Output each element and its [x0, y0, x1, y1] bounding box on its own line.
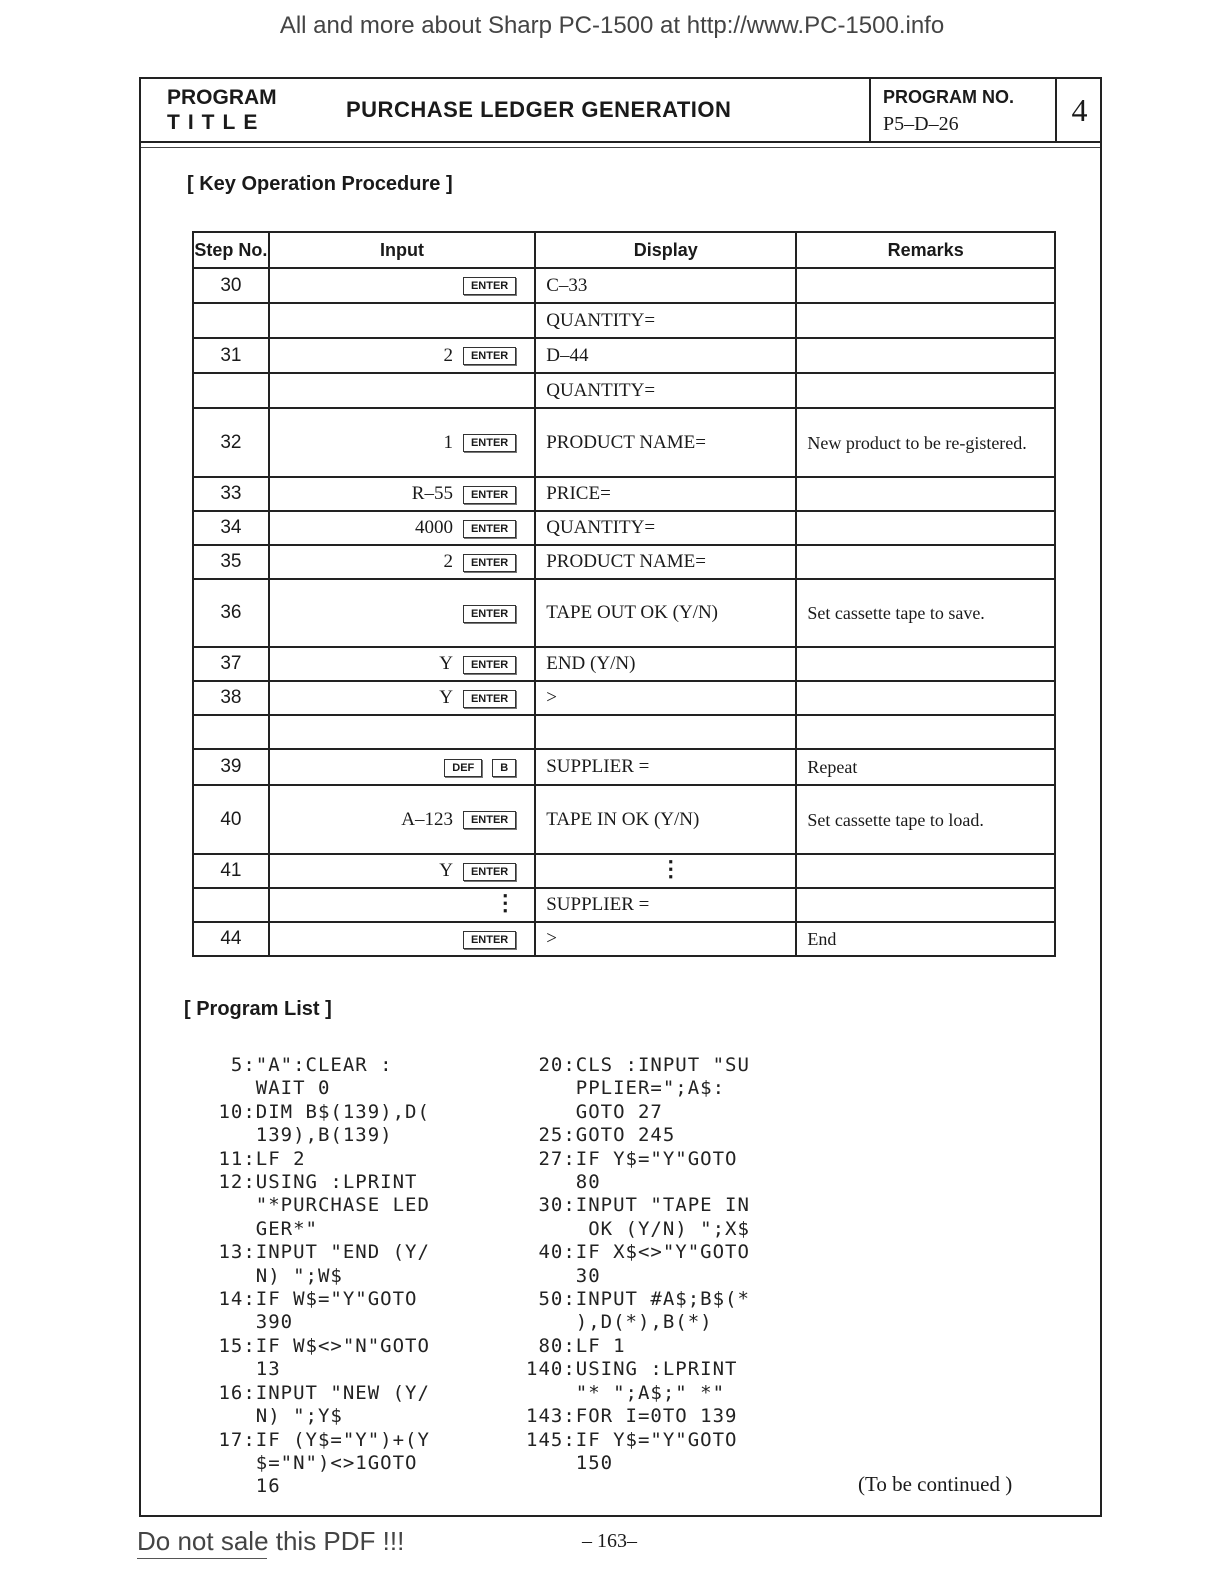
- enter-key: ENTER: [463, 520, 516, 538]
- display-cell: [535, 545, 796, 579]
- program-list-left: 5:"A":CLEAR : WAIT 0 10:DIM B$(139),D( 139),B(139) 11:LF 2 12:USING :LPRINT "*PURCHASE LED GER*" 13:INPUT "END (Y/ N) ";W$ 14:IF W$="Y"GOTO 390 15:IF W$<>"N"GOTO 13 16:INPUT "NEW (Y/ N) ";Y$ 17:IF (Y$="Y")+(Y $="N")<>1GOTO 16: [218, 1054, 430, 1498]
- display-cell: [535, 749, 796, 785]
- display-value: ⋮: [659, 856, 682, 881]
- display-value: >: [546, 687, 557, 708]
- program-list-heading: [ Program List ]: [184, 998, 332, 1020]
- program-name: PURCHASE LEDGER GENERATION: [346, 97, 732, 122]
- display-cell: [535, 338, 796, 373]
- input-value: 2: [443, 344, 453, 366]
- program-list-right: 20:CLS :INPUT "SU PPLIER=";A$: GOTO 27 25:GOTO 245 27:IF Y$="Y"GOTO 80 30:INPUT "TAPE IN OK (Y/N) ";X$ 40:IF X$<>"Y"GOTO 30 50:INPUT #A$;B$(* ),D(*),B(*) 80:LF 1 140:USING :LPRINT "* ";A$;" *" 143:FOR I=0TO 139 145:IF Y$="Y"GOTO 150: [526, 1054, 750, 1474]
- input-cell: [269, 545, 535, 579]
- display-cell: [535, 268, 796, 303]
- remarks-cell: [796, 715, 1055, 749]
- display-cell: [535, 408, 796, 477]
- table-row: [193, 545, 1055, 579]
- input-value: Y: [439, 860, 453, 881]
- input-cell: [269, 338, 535, 373]
- table-row: [193, 303, 1055, 338]
- enter-key: ENTER: [463, 863, 516, 881]
- input-value: 4000: [414, 517, 453, 538]
- table-row: [193, 854, 1055, 888]
- display-cell: [535, 647, 796, 681]
- input-cell: [269, 854, 535, 888]
- display-cell: [535, 681, 796, 715]
- step-number: 41: [193, 854, 269, 888]
- enter-key: ENTER: [463, 656, 516, 674]
- remarks-cell: [796, 888, 1055, 922]
- display-cell: [535, 854, 796, 888]
- display-value: END (Y/N): [546, 653, 636, 674]
- step-number: [193, 888, 269, 922]
- step-number: 35: [193, 545, 269, 579]
- input-cell: [269, 303, 535, 338]
- header-divider: [141, 147, 1100, 148]
- input-cell: [269, 681, 535, 715]
- enter-key: ENTER: [463, 434, 516, 452]
- footer-underline: [137, 1558, 267, 1559]
- enter-key: ENTER: [463, 277, 516, 295]
- input-cell: [269, 579, 535, 647]
- step-number: 31: [193, 338, 269, 373]
- enter-key: ENTER: [463, 931, 516, 949]
- table-header-row: [193, 232, 1055, 268]
- page-box: 4: [1055, 79, 1102, 141]
- table-row: [193, 888, 1055, 922]
- def-key: DEF: [444, 759, 482, 777]
- remarks-cell: [796, 681, 1055, 715]
- input-cell: [269, 408, 535, 477]
- step-number: [193, 373, 269, 408]
- display-value: SUPPLIER =: [546, 756, 650, 777]
- display-cell: [535, 303, 796, 338]
- table-row: [193, 511, 1055, 545]
- table-row: [193, 477, 1055, 511]
- remarks-cell: [796, 854, 1055, 888]
- display-cell: [535, 477, 796, 511]
- continued-note: (To be continued ): [858, 1472, 1013, 1496]
- input-cell: [269, 477, 535, 511]
- remarks-cell: [796, 338, 1055, 373]
- input-cell: [269, 785, 535, 854]
- remarks-cell: End: [796, 922, 1055, 956]
- input-value: R–55: [411, 483, 453, 504]
- title-label: TITLE: [167, 111, 266, 134]
- footer-note: Do not sale this PDF !!!: [137, 1526, 405, 1556]
- enter-key: ENTER: [463, 347, 516, 365]
- display-value: QUANTITY=: [546, 517, 656, 538]
- step-number: 33: [193, 477, 269, 511]
- input-cell: [269, 715, 535, 749]
- b-key: B: [492, 759, 516, 777]
- program-number-box: [869, 79, 1057, 141]
- enter-key: ENTER: [463, 690, 516, 708]
- remarks-cell: [796, 647, 1055, 681]
- input-value: Y: [439, 687, 453, 708]
- remarks-cell: Set cassette tape to save.: [796, 579, 1055, 647]
- program-number-label: PROGRAM NO.: [883, 87, 1015, 107]
- table-row: [193, 373, 1055, 408]
- display-value: C–33: [546, 274, 588, 296]
- display-cell: [535, 373, 796, 408]
- step-number: 30: [193, 268, 269, 303]
- col-input: Input: [269, 232, 535, 268]
- remarks-cell: [796, 268, 1055, 303]
- table-row: [193, 268, 1055, 303]
- step-number: 40: [193, 785, 269, 854]
- program-header: [141, 79, 1100, 143]
- input-value: Y: [439, 653, 453, 674]
- table-row: [193, 647, 1055, 681]
- table-row: [193, 922, 1055, 956]
- display-value: QUANTITY=: [546, 379, 656, 401]
- col-step: Step No.: [193, 232, 269, 268]
- display-value: TAPE OUT OK (Y/N): [546, 602, 718, 623]
- display-value: PRICE=: [546, 483, 611, 504]
- display-cell: [535, 715, 796, 749]
- remarks-cell: [796, 477, 1055, 511]
- input-cell: [269, 922, 535, 956]
- display-cell: [535, 579, 796, 647]
- program-number-value: P5–D–26: [883, 113, 959, 135]
- top-banner: All and more about Sharp PC-1500 at http://www.PC-1500.info: [279, 12, 945, 39]
- input-cell: [269, 888, 535, 922]
- input-value: 2: [443, 551, 453, 572]
- remarks-cell: [796, 303, 1055, 338]
- input-cell: [269, 749, 535, 785]
- display-value: PRODUCT NAME=: [546, 551, 706, 572]
- page-number: – 163–: [582, 1530, 637, 1552]
- display-value: >: [546, 928, 557, 949]
- input-cell: [269, 268, 535, 303]
- col-display: Display: [535, 232, 796, 268]
- table-row: [193, 681, 1055, 715]
- table-row: [193, 785, 1055, 854]
- input-cell: [269, 647, 535, 681]
- enter-key: ENTER: [463, 554, 516, 572]
- input-value: ⋮: [494, 890, 517, 915]
- table-row: [193, 715, 1055, 749]
- remarks-cell: [796, 511, 1055, 545]
- step-number: 37: [193, 647, 269, 681]
- input-value: A–123: [401, 808, 453, 830]
- display-cell: [535, 922, 796, 956]
- input-value: 1: [443, 431, 453, 453]
- remarks-cell: New product to be re-gistered.: [796, 408, 1055, 477]
- remarks-cell: Repeat: [796, 749, 1055, 785]
- table-row: [193, 338, 1055, 373]
- program-title-label: [167, 85, 277, 135]
- enter-key: ENTER: [463, 605, 516, 623]
- table-row: [193, 579, 1055, 647]
- remarks-cell: [796, 373, 1055, 408]
- display-value: PRODUCT NAME=: [546, 431, 706, 453]
- display-value: D–44: [546, 344, 589, 366]
- key-operation-heading: [ Key Operation Procedure ]: [187, 173, 453, 195]
- enter-key: ENTER: [463, 486, 516, 504]
- program-label: PROGRAM: [167, 86, 277, 109]
- display-cell: [535, 785, 796, 854]
- table-row: [193, 408, 1055, 477]
- display-cell: [535, 888, 796, 922]
- remarks-cell: Set cassette tape to load.: [796, 785, 1055, 854]
- display-cell: [535, 511, 796, 545]
- step-number: 44: [193, 922, 269, 956]
- step-number: 32: [193, 408, 269, 477]
- display-value: QUANTITY=: [546, 309, 656, 331]
- display-value: TAPE IN OK (Y/N): [546, 808, 700, 830]
- remarks-cell: [796, 545, 1055, 579]
- display-value: SUPPLIER =: [546, 894, 650, 915]
- step-number: 34: [193, 511, 269, 545]
- step-number: [193, 715, 269, 749]
- key-operation-table: [192, 231, 1056, 957]
- input-cell: [269, 373, 535, 408]
- table-row: [193, 749, 1055, 785]
- col-remarks: Remarks: [796, 232, 1055, 268]
- step-number: 36: [193, 579, 269, 647]
- input-cell: [269, 511, 535, 545]
- enter-key: ENTER: [463, 811, 516, 829]
- step-number: 38: [193, 681, 269, 715]
- step-number: [193, 303, 269, 338]
- step-number: 39: [193, 749, 269, 785]
